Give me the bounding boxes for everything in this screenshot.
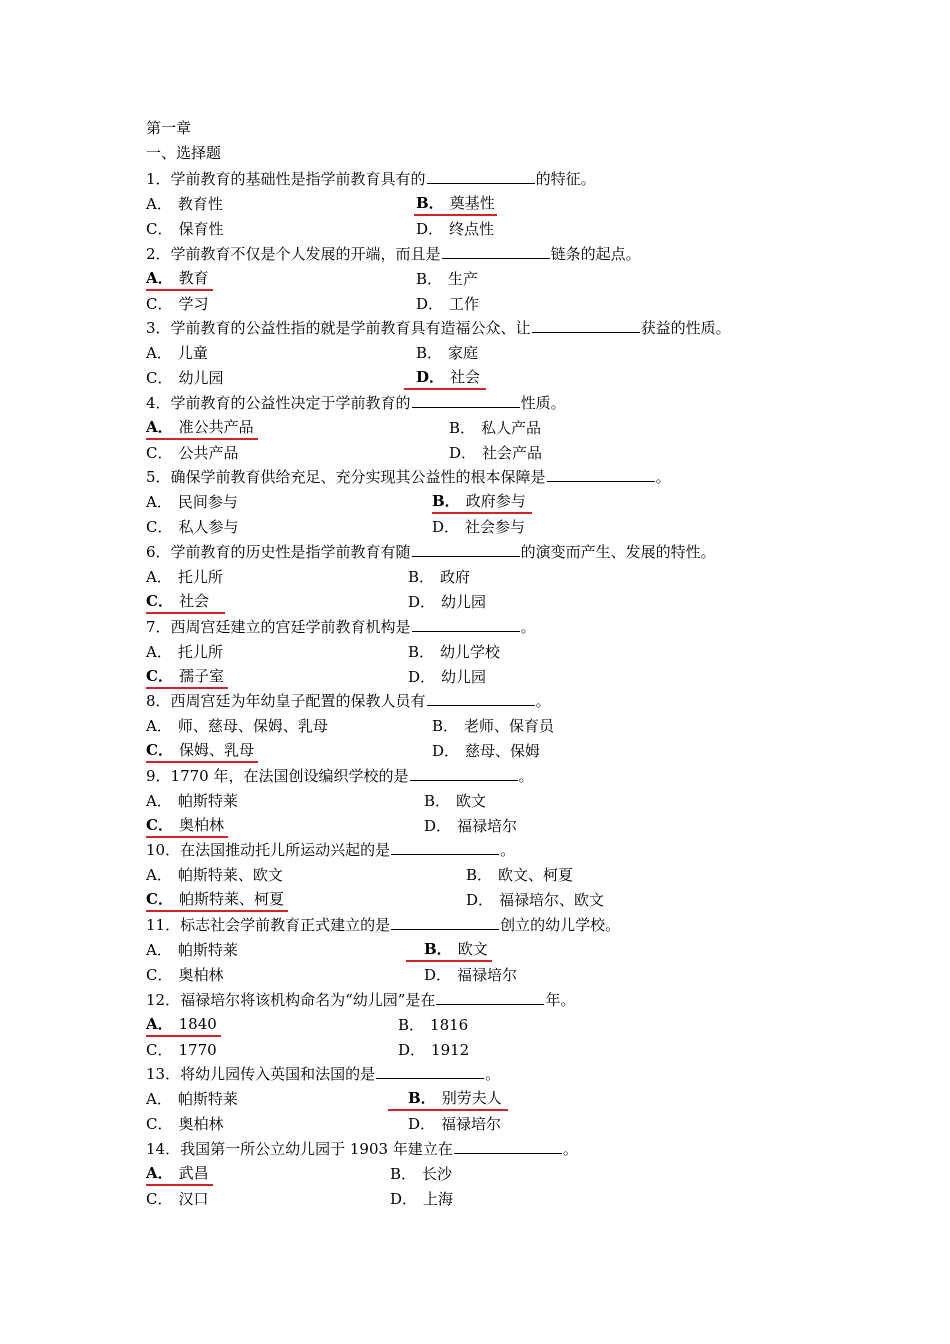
option <box>146 193 223 215</box>
question-number: 1． <box>146 170 171 188</box>
option <box>416 342 478 364</box>
option-label: B． <box>449 419 476 437</box>
question-text: 学前教育的公益性指的就是学前教育具有造福公众、让 <box>170 319 531 337</box>
question-number: 2． <box>146 245 171 263</box>
option-text: 政府参与 <box>465 492 526 510</box>
question-number: 7． <box>146 618 171 636</box>
option-label: D． <box>408 1115 436 1133</box>
option-text: 帕斯特莱 <box>177 792 238 810</box>
option-text: 终点性 <box>449 220 495 238</box>
option-label: C． <box>146 816 173 834</box>
option-label: D． <box>416 295 444 313</box>
option <box>146 1113 224 1135</box>
option-text: 师、慈母、保姆、乳母 <box>177 717 328 735</box>
question-text: 西周宫廷为年幼皇子配置的保教人员有 <box>170 692 426 710</box>
question-text-tail: 。 <box>485 1065 501 1083</box>
option-label: C． <box>146 890 173 908</box>
section-title: 一、选择题 <box>146 144 222 162</box>
option-correct <box>146 666 228 689</box>
question-text-tail: 年。 <box>545 991 576 1009</box>
answer-blank <box>412 616 520 632</box>
option-text: 幼儿学校 <box>440 643 501 661</box>
question-number: 5． <box>146 468 171 486</box>
option-text: 私人参与 <box>178 518 239 536</box>
answer-blank <box>532 317 640 333</box>
question-text-tail: 的演变而产生、发展的特性。 <box>520 543 716 561</box>
question-number: 11． <box>146 916 181 934</box>
option-label: B． <box>424 792 451 810</box>
option-label: C． <box>146 1190 173 1208</box>
option <box>146 864 283 886</box>
option-label: B． <box>408 568 435 586</box>
question-stem <box>146 989 575 1011</box>
option <box>390 1188 453 1210</box>
option-label: D． <box>466 891 494 909</box>
option-label: A． <box>146 792 172 810</box>
option-label: B． <box>408 1089 436 1107</box>
option <box>432 715 554 737</box>
option <box>424 790 486 812</box>
option-label: A． <box>146 643 172 661</box>
option-correct <box>414 193 497 216</box>
option-label: B． <box>432 717 459 735</box>
question-text: 学前教育的历史性是指学前教育有随 <box>170 543 411 561</box>
option <box>432 740 540 762</box>
option-label: D． <box>449 444 477 462</box>
question-number: 10． <box>146 841 181 859</box>
option-text: 奥柏林 <box>178 966 224 984</box>
question-stem <box>146 1063 500 1085</box>
option-label: A． <box>146 418 173 436</box>
question-text-tail: 。 <box>562 1140 578 1158</box>
option <box>146 566 223 588</box>
option-text: 生产 <box>448 270 479 288</box>
option-correct <box>388 1088 508 1111</box>
option <box>390 1163 452 1185</box>
option <box>146 1039 217 1061</box>
answer-blank <box>547 466 655 482</box>
option <box>408 591 486 613</box>
option-label: B． <box>424 940 452 958</box>
option <box>146 442 239 464</box>
option <box>408 666 486 688</box>
question-text-tail: 创立的幼儿学校。 <box>500 916 621 934</box>
answer-blank <box>412 541 520 557</box>
question-stem <box>146 541 716 563</box>
option-label: B． <box>408 643 435 661</box>
option-correct <box>146 417 258 440</box>
option-label: D． <box>408 593 436 611</box>
option-label: B． <box>432 492 460 510</box>
option <box>466 889 604 911</box>
option-label: D． <box>416 368 445 386</box>
option <box>416 218 494 240</box>
option-text: 私人产品 <box>481 419 542 437</box>
option-text: 孺子室 <box>178 667 224 685</box>
question-stem <box>146 392 566 414</box>
option-label: C． <box>146 295 173 313</box>
option-text: 武昌 <box>178 1164 209 1182</box>
option-label: D． <box>424 817 452 835</box>
option <box>146 964 224 986</box>
option-text: 托儿所 <box>177 568 223 586</box>
option-label: C． <box>146 741 173 759</box>
option-text: 福禄培尔、欧文 <box>499 891 605 909</box>
option-text: 福禄培尔 <box>441 1115 502 1133</box>
question-number: 8． <box>146 692 171 710</box>
question-text: 学前教育的公益性决定于学前教育的 <box>170 394 411 412</box>
answer-blank <box>454 1138 562 1154</box>
option-correct <box>146 889 288 912</box>
option-text: 帕斯特莱、欧文 <box>177 866 283 884</box>
question-stem <box>146 765 534 787</box>
answer-blank <box>410 765 518 781</box>
question-text: 将幼儿园传入英国和法国的是 <box>180 1065 376 1083</box>
option-correct <box>146 815 228 838</box>
option-text: 保育性 <box>178 220 224 238</box>
question-stem <box>146 317 731 339</box>
option <box>424 964 517 986</box>
question-stem <box>146 1138 578 1160</box>
option-label: A． <box>146 269 173 287</box>
question-number: 13． <box>146 1065 181 1083</box>
option <box>408 566 470 588</box>
option-label: A． <box>146 866 172 884</box>
option-label: C． <box>146 518 173 536</box>
option <box>146 1188 209 1210</box>
option-label: C． <box>146 592 173 610</box>
option <box>416 293 479 315</box>
option-label: B． <box>466 866 493 884</box>
option <box>146 939 238 961</box>
answer-blank <box>442 243 550 259</box>
option-label: A． <box>146 195 172 213</box>
option-text: 政府 <box>440 568 471 586</box>
question-text: 学前教育的基础性是指学前教育具有的 <box>170 170 426 188</box>
option <box>398 1014 468 1036</box>
question-text: 西周宫廷建立的宫廷学前教育机构是 <box>170 618 411 636</box>
option-text: 保姆、乳母 <box>178 741 254 759</box>
option <box>146 715 328 737</box>
option-text: 家庭 <box>448 344 479 362</box>
option-text: 教育性 <box>177 195 223 213</box>
option-label: A． <box>146 344 172 362</box>
question-stem <box>146 466 671 488</box>
option-correct <box>146 740 258 763</box>
option-label: A． <box>146 717 172 735</box>
question-stem <box>146 168 596 190</box>
option-text: 福禄培尔 <box>457 966 518 984</box>
option-label: C． <box>146 369 173 387</box>
option-text: 社会 <box>178 592 209 610</box>
option <box>449 442 542 464</box>
question-text: 标志社会学前教育正式建立的是 <box>180 916 391 934</box>
option-label: B． <box>416 194 444 212</box>
option-text: 帕斯特莱 <box>177 941 238 959</box>
option-text: 帕斯特莱 <box>177 1090 238 1108</box>
option-correct <box>406 939 492 962</box>
option-correct <box>146 1163 213 1186</box>
option-text: 奥柏林 <box>178 1115 224 1133</box>
option-correct <box>146 1014 221 1037</box>
question-text: 我国第一所公立幼儿园于 1903 年建立在 <box>180 1140 453 1158</box>
option-label: D． <box>416 220 444 238</box>
question-text: 确保学前教育供给充足、充分实现其公益性的根本保障是 <box>170 468 546 486</box>
question-text-tail: 。 <box>518 767 534 785</box>
question-text-tail: 。 <box>655 468 671 486</box>
answer-blank <box>376 1063 484 1079</box>
option-label: B． <box>416 270 443 288</box>
option <box>146 491 238 513</box>
option-label: D． <box>424 966 452 984</box>
question-stem <box>146 690 551 712</box>
option-text: 社会参与 <box>465 518 526 536</box>
option-label: A． <box>146 568 172 586</box>
option <box>146 367 224 389</box>
option <box>146 790 238 812</box>
option-label: D． <box>408 668 436 686</box>
option-label: D． <box>432 742 460 760</box>
answer-blank <box>412 392 520 408</box>
option <box>408 1113 501 1135</box>
option-label: C． <box>146 1041 173 1059</box>
option-label: A． <box>146 493 172 511</box>
option-text: 欧文、柯夏 <box>498 866 574 884</box>
option-text: 幼儿园 <box>441 668 487 686</box>
question-number: 6． <box>146 543 171 561</box>
option-label: C． <box>146 667 173 685</box>
question-text-tail: 获益的性质。 <box>640 319 731 337</box>
option-text: 1816 <box>430 1016 469 1034</box>
chapter-title: 第一章 <box>146 119 192 137</box>
option-correct <box>146 591 225 614</box>
option-label: C． <box>146 966 173 984</box>
answer-blank <box>427 168 535 184</box>
question-number: 3． <box>146 319 171 337</box>
option-text: 学习 <box>178 295 209 313</box>
question-number: 12． <box>146 991 181 1009</box>
option <box>432 516 525 538</box>
option-text: 上海 <box>423 1190 454 1208</box>
option-label: B． <box>390 1165 417 1183</box>
question-text-tail: 的特征。 <box>535 170 596 188</box>
answer-blank <box>436 989 544 1005</box>
option-text: 民间参与 <box>177 493 238 511</box>
option-text: 教育 <box>178 269 209 287</box>
option-label: D． <box>432 518 460 536</box>
answer-blank <box>427 690 535 706</box>
option-correct <box>146 268 213 291</box>
option-text: 奠基性 <box>449 194 495 212</box>
question-number: 14． <box>146 1140 181 1158</box>
option-text: 帕斯特莱、柯夏 <box>178 890 284 908</box>
question-text: 福禄培尔将该机构命名为“幼儿园”是在 <box>180 991 436 1009</box>
option-text: 1912 <box>431 1041 470 1059</box>
option-text: 准公共产品 <box>178 418 254 436</box>
option-text: 幼儿园 <box>441 593 487 611</box>
option-text: 长沙 <box>422 1165 453 1183</box>
option-text: 儿童 <box>177 344 208 362</box>
question-text-tail: 。 <box>520 618 536 636</box>
option-label: C． <box>146 444 173 462</box>
option <box>398 1039 469 1061</box>
option-text: 幼儿园 <box>178 369 224 387</box>
option-text: 老师、保育员 <box>464 717 555 735</box>
option-text: 福禄培尔 <box>457 817 518 835</box>
question-stem <box>146 839 515 861</box>
option-text: 欧文 <box>457 940 488 958</box>
option <box>408 641 500 663</box>
option-correct <box>404 367 486 390</box>
answer-blank <box>391 914 499 930</box>
option-text: 托儿所 <box>177 643 223 661</box>
option <box>416 268 478 290</box>
option-text: 社会产品 <box>482 444 543 462</box>
option-label: D． <box>390 1190 418 1208</box>
answer-blank <box>391 839 499 855</box>
option-label: A． <box>146 1164 173 1182</box>
question-text-tail: 性质。 <box>520 394 566 412</box>
question-stem <box>146 616 536 638</box>
option-label: B． <box>398 1016 425 1034</box>
option <box>466 864 573 886</box>
question-stem <box>146 914 620 936</box>
option-text: 社会 <box>450 368 481 386</box>
option-text: 欧文 <box>456 792 487 810</box>
option-text: 公共产品 <box>178 444 239 462</box>
option-text: 慈母、保姆 <box>465 742 541 760</box>
question-text-tail: 链条的起点。 <box>550 245 641 263</box>
option-label: A． <box>146 1015 173 1033</box>
option-text: 工作 <box>449 295 480 313</box>
question-text: 在法国推动托儿所运动兴起的是 <box>180 841 391 859</box>
question-text-tail: 。 <box>535 692 551 710</box>
option-label: D． <box>398 1041 426 1059</box>
option-text: 汉口 <box>178 1190 209 1208</box>
option <box>146 641 223 663</box>
option <box>424 815 517 837</box>
option <box>146 293 209 315</box>
option-text: 1770 <box>178 1041 217 1059</box>
option-label: A． <box>146 941 172 959</box>
option <box>449 417 541 439</box>
option <box>146 1088 238 1110</box>
option-text: 奥柏林 <box>178 816 224 834</box>
option-label: B． <box>416 344 443 362</box>
option <box>146 342 208 364</box>
option <box>146 516 239 538</box>
option-text: 1840 <box>178 1015 217 1033</box>
question-text: 学前教育不仅是个人发展的开端，而且是 <box>170 245 441 263</box>
option-correct <box>432 491 532 514</box>
option-label: A． <box>146 1090 172 1108</box>
question-stem <box>146 243 641 265</box>
question-text-tail: 。 <box>500 841 516 859</box>
option-label: C． <box>146 1115 173 1133</box>
option-text: 别劳夫人 <box>441 1089 502 1107</box>
question-number: 4． <box>146 394 171 412</box>
question-number: 9． <box>146 767 171 785</box>
option-label: C． <box>146 220 173 238</box>
option <box>146 218 224 240</box>
question-text: 1770 年，在法国创设编织学校的是 <box>170 767 409 785</box>
